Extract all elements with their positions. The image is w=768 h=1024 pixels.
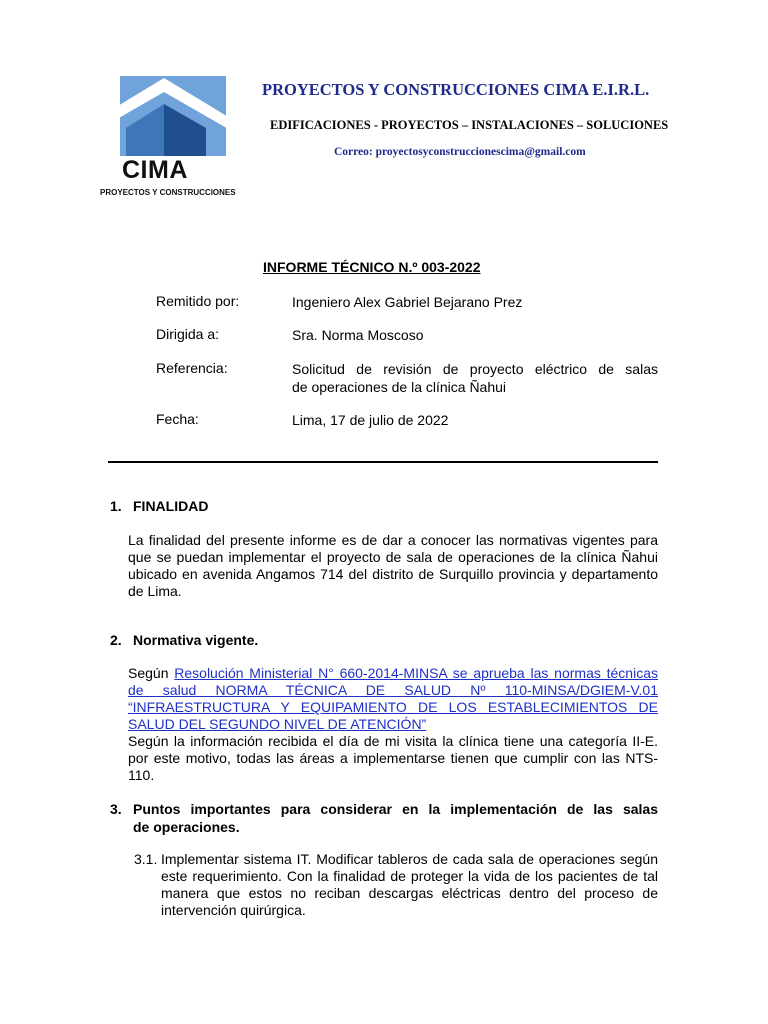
reference-line-1: Solicitud de revisión de proyecto eléctrico de salas [292,361,658,377]
house-roof-graphic [98,66,230,158]
section-3-title-row [110,800,658,818]
meta-value-recipient: Sra. Norma Moscoso [292,327,424,343]
company-name: PROYECTOS Y CONSTRUCCIONES CIMA E.I.R.L. [262,80,650,99]
body-suffix: Según la información recibida el día de mi visita la clínica tiene una categoría II-E. por este motivo, todas las áreas a implementarse tienen que cumplir con las NTS-110. [128,733,658,783]
subitem-number: 3.1. [134,851,158,867]
meta-label-recipient: Dirigida a: [156,326,220,342]
subitem-text: Implementar sistema IT. Modificar tableros de cada sala de operaciones según este requerimiento. Con la finalidad de proteger la vida de los pacientes de tal manera que estos no reciban descargas eléctricas dentro del proceso de intervención quirúrgica. [161,851,658,918]
section-2-heading [110,632,258,648]
body-prefix: Según [128,665,175,681]
report-title: INFORME TÉCNICO N.º 003-2022 [263,259,481,275]
subitem-3-1 [134,851,658,919]
section-number: 3. [110,801,122,817]
logo-wordmark: CIMA [122,156,188,184]
section-3-heading [110,800,658,836]
meta-label-date: Fecha: [156,411,199,427]
meta-value-sender: Ingeniero Alex Gabriel Bejarano Prez [292,294,523,310]
company-logo [98,66,236,200]
section-1-body: La finalidad del presente informe es de dar a conocer las normativas vigentes para que se puedan implementar el proyecto de sala de operaciones de la clínica Ñahui ubicado en avenida Angamos 714 del distrito de Surquillo provincia y departamento de Lima. [128,532,658,599]
section-title: FINALIDAD [133,498,209,514]
header-divider [108,461,658,463]
section-1-heading [110,498,208,514]
section-number: 2. [110,632,122,648]
section-2-body [128,665,658,784]
resolution-link[interactable]: Resolución Ministerial N° 660-2014-MINSA se aprueba las normas técnicas de salud NORMA TÉCNICA DE SALUD Nº 110-MINSA/DGIEM-V.01 “INFRAESTRUCTURA Y EQUIPAMIENTO DE LOS ESTABLECIMIENTOS DE SALUD DEL SEGUNDO NIVEL DE ATENCIÓN” [128,665,658,732]
meta-label-reference: Referencia: [156,360,228,376]
logo-subtitle: PROYECTOS Y CONSTRUCCIONES [100,188,236,197]
meta-value-date: Lima, 17 de julio de 2022 [292,412,449,428]
section-title-line-1: Puntos importantes para considerar en la implementación de las salas [133,801,658,817]
section-title-line-2: de operaciones. [133,819,240,835]
meta-value-reference [292,360,658,396]
section-number: 1. [110,498,122,514]
section-title: Normativa vigente. [133,632,259,648]
email-line: Correo: proyectosyconstruccionescima@gmail.com [334,146,586,158]
reference-line-2: de operaciones de la clínica Ñahui [292,379,507,395]
meta-label-sender: Remitido por: [156,293,240,309]
services-line: EDIFICACIONES - PROYECTOS – INSTALACIONES – SOLUCIONES [270,118,669,132]
